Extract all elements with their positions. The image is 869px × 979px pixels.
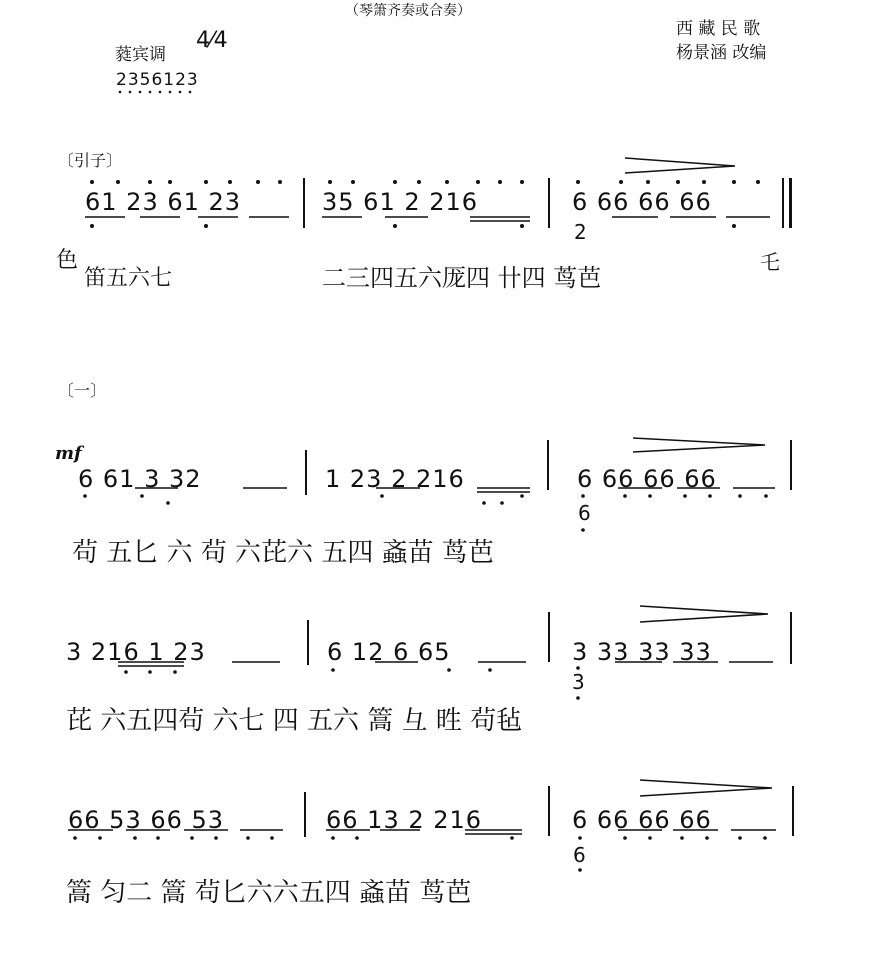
time-signature: 4⁄4 [196,28,228,53]
intro-tab-2: 笛五六七 [84,266,173,291]
arranger-label: 杨景涵 改编 [676,43,767,63]
s1-l2-measure-3: 3 33 33 33 [572,638,712,666]
intro-low-note: 2 [574,220,588,244]
mode-label: 蕤宾调 [115,45,166,65]
s1-l1-measure-2: 1 23 2 216 [325,465,465,493]
s1-l3-measure-3: 6 66 66 66 [572,806,712,834]
s1-l1-measure-1: 6 61 3 32 [78,465,202,493]
s1-l3-measure-2: 66 13 2 216 [326,806,483,834]
intro-tab-4: 乇 [760,250,780,274]
s1-l2-low-note: 3 [572,670,586,694]
s1-l1-tab: 茍 五匕 六 茍 六芘六 五四 螡苗 茑芭 [72,538,494,568]
origin-label: 西 藏 民 歌 [676,19,761,39]
s1-l3-tab: 篙 匀二 篙 茍匕六六五四 螡苗 茑芭 [66,878,472,908]
intro-tab-3: 二三四五六厐四 卄四 茑芭 [322,264,602,292]
intro-tab-1: 色 [56,248,79,273]
s1-l1-measure-3: 6 66 66 66 [577,465,717,493]
s1-l3-measure-1: 66 53 66 53 [68,806,225,834]
s1-l2-tab: 芘 六五四茍 六七 四 五六 篙 彑 甠 茍毡 [66,706,523,736]
s1-l3-low-note: 6 [573,843,587,867]
dynamic-marking: mf [55,443,82,464]
tuning-notes: 2356123 [116,70,199,90]
section-1-label: 〔一〕 [58,381,107,400]
s1-l2-measure-1: 3 216 1 23 [66,638,206,666]
s1-l2-measure-2: 6 12 6 65 [327,638,451,666]
s1-l1-low-note: 6 [578,501,592,525]
intro-measure-3: 6 66 66 66 [572,188,712,216]
intro-measure-1: 61 23 61 23 [85,188,242,216]
intro-measure-2: 35 61 2 216 [322,188,479,216]
subtitle: （琴箫齐奏或合奏） [345,3,471,19]
intro-label: 〔引子〕 [58,151,123,170]
